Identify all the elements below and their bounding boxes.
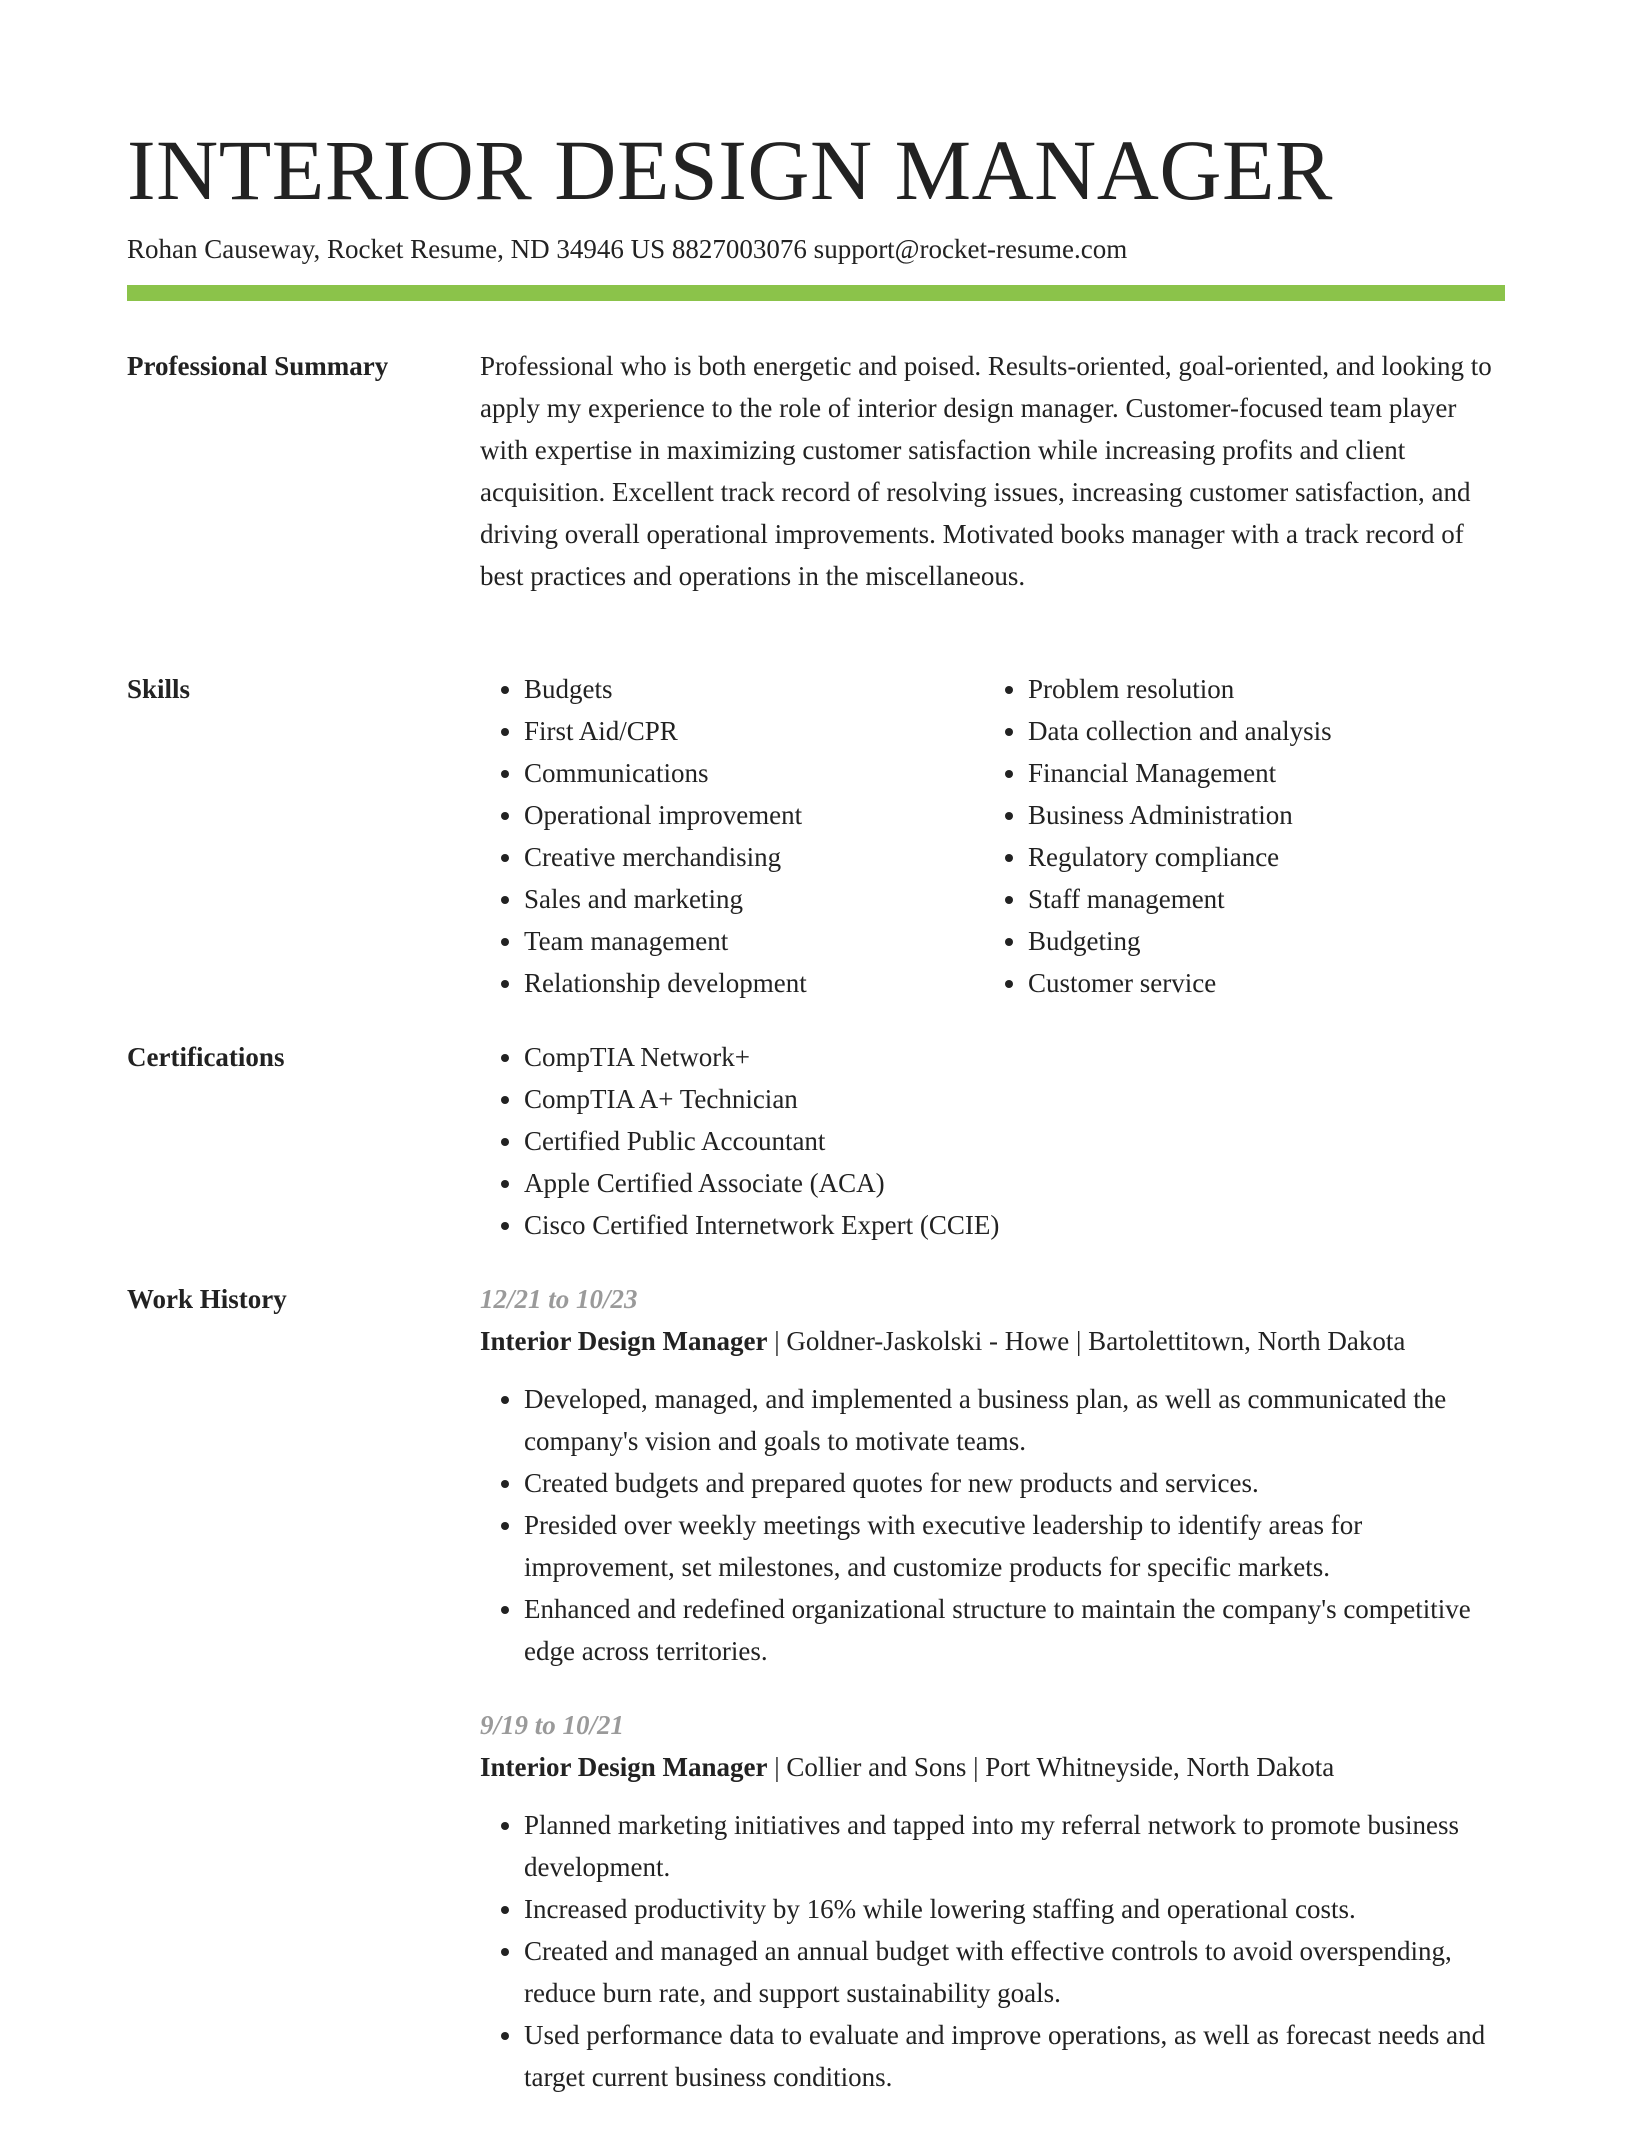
job-title: Interior Design Manager xyxy=(480,1752,768,1782)
skill-item: • Relationship development xyxy=(524,962,984,1004)
section-label-skills: Skills xyxy=(127,674,191,704)
certification-item: • Apple Certified Associate (ACA) xyxy=(524,1162,1505,1204)
job-title-line xyxy=(480,1746,1505,1788)
job-title-line xyxy=(480,1320,1505,1362)
job-bullets xyxy=(480,1804,1505,2098)
skill-item: • Budgeting xyxy=(1028,920,1488,962)
job-details: | Goldner-Jaskolski - Howe | Bartolettitown, North Dakota xyxy=(767,1326,1406,1356)
job-dates: 9/19 to 10/21 xyxy=(480,1710,625,1740)
section-label-certifications: Certifications xyxy=(127,1042,285,1072)
job-bullet: • Created and managed an annual budget with effective controls to avoid overspending, reduce burn rate, and support sustainability goals. xyxy=(524,1930,1505,2014)
certifications-list xyxy=(480,1036,1505,1246)
skill-item: • Sales and marketing xyxy=(524,878,984,920)
contact-line: Rohan Causeway, Rocket Resume, ND 34946 US 8827003076 support@rocket-resume.com xyxy=(127,234,1128,264)
skill-item: • Customer service xyxy=(1028,962,1488,1004)
skill-item: • Data collection and analysis xyxy=(1028,710,1488,752)
summary-body xyxy=(480,345,1505,597)
skill-item: • Problem resolution xyxy=(1028,668,1488,710)
skill-item: • Business Administration xyxy=(1028,794,1488,836)
resume-title: INTERIOR DESIGN MANAGER xyxy=(127,122,1333,218)
certifications-body xyxy=(480,1036,1505,1246)
certification-item: • CompTIA Network+ xyxy=(524,1036,1505,1078)
certification-item: • Cisco Certified Internetwork Expert (CCIE) xyxy=(524,1204,1505,1246)
skills-body xyxy=(480,668,1505,1004)
header-divider xyxy=(127,285,1505,301)
section-label-summary: Professional Summary xyxy=(127,351,389,381)
section-label-work-history: Work History xyxy=(127,1284,287,1314)
job-bullet: • Presided over weekly meetings with executive leadership to identify areas for improvement, set milestones, and customize products for specific markets. xyxy=(524,1504,1505,1588)
job-bullet: • Used performance data to evaluate and improve operations, as well as forecast needs and target current business conditions. xyxy=(524,2014,1505,2098)
skill-item: • Staff management xyxy=(1028,878,1488,920)
job-details: | Collier and Sons | Port Whitneyside, North Dakota xyxy=(767,1752,1335,1782)
job-entry xyxy=(480,1704,1505,2098)
skill-item: • First Aid/CPR xyxy=(524,710,984,752)
job-bullet: • Developed, managed, and implemented a business plan, as well as communicated the company's vision and goals to motivate teams. xyxy=(524,1378,1505,1462)
skill-item: • Regulatory compliance xyxy=(1028,836,1488,878)
job-title: Interior Design Manager xyxy=(480,1326,768,1356)
job-bullet: • Created budgets and prepared quotes for new products and services. xyxy=(524,1462,1505,1504)
summary-text: Professional who is both energetic and poised. Results-oriented, goal-oriented, and looking to apply my experience to the role of interior design manager. Customer-focused team player with expertise in maximizing customer satisfaction while increasing profits and client acquisition. Excellent track record of resolving issues, increasing customer satisfaction, and driving overall operational improvements. Motivated books manager with a track record of best practices and operations in the miscellaneous. xyxy=(480,351,1492,591)
skill-item: • Creative merchandising xyxy=(524,836,984,878)
skill-item: • Financial Management xyxy=(1028,752,1488,794)
skills-list-right xyxy=(984,668,1488,1004)
job-bullet: • Increased productivity by 16% while lowering staffing and operational costs. xyxy=(524,1888,1505,1930)
job-entry xyxy=(480,1278,1505,1672)
work-history-body xyxy=(480,1278,1505,2130)
skill-item: • Team management xyxy=(524,920,984,962)
job-bullet: • Enhanced and redefined organizational structure to maintain the company's competitive edge across territories. xyxy=(524,1588,1505,1672)
job-bullet: • Planned marketing initiatives and tapped into my referral network to promote business development. xyxy=(524,1804,1505,1888)
job-bullets xyxy=(480,1378,1505,1672)
job-dates: 12/21 to 10/23 xyxy=(480,1284,638,1314)
skill-item: • Operational improvement xyxy=(524,794,984,836)
certification-item: • CompTIA A+ Technician xyxy=(524,1078,1505,1120)
skill-item: • Communications xyxy=(524,752,984,794)
skill-item: • Budgets xyxy=(524,668,984,710)
certification-item: • Certified Public Accountant xyxy=(524,1120,1505,1162)
skills-list-left xyxy=(480,668,984,1004)
